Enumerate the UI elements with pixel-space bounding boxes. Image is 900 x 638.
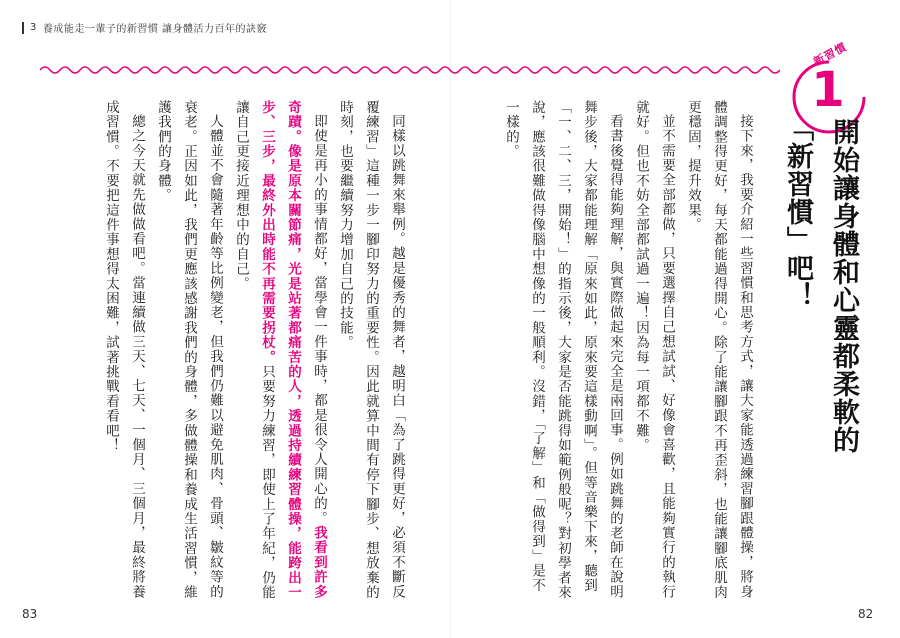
book-title: 養成能走一輩子的新習慣 讓身體活力百年的訣竅 [42,24,268,35]
right-paragraph-2: 並不需要全部都做，只要選擇自己想試試、好像會喜歡，且能夠實行的執行就好。但也不妨全部都試過一遍！因為每一項都不難。 [633,100,675,599]
left-page-body [98,100,410,600]
chapter-number: 3 [30,22,37,33]
decorative-wave-line [40,64,780,76]
page-number-right: 82 [858,607,874,621]
left-paragraph-1: 同樣以跳舞來舉例。越是優秀的舞者，越明白「為了跳得更好，必須不斷反覆練習」這種一步一腳印努力的重要性。因此就算中間有停下腳步、想放棄的時刻，也要繼續努力增加自己的技能。 [337,100,405,600]
left-paragraph-2-end: 只要努力練習，即使上了年紀，仍能讓自己更接近理想中的自己。 [233,100,275,600]
header-bar [22,22,24,34]
right-paragraph-3: 看書後覺得能夠理解，與實際做起來完全是兩回事。例如跳舞的老師在說明舞步後，大家都能理解「原來如此，原來要這樣動啊」。但等音樂下來，聽到「一、二、三，開始！」的指示後，大家是否能跳得如範例般呢？對初學者來說，應該很難做得像腦中想像的一般順利。沒錯，「了解」和「做得到」是不一樣的。 [503,100,623,600]
page-gutter [450,0,451,638]
section-title-line1: 開始讓身體和心靈都柔軟的 [828,118,860,454]
highlighted-text: 我看到許多奇蹟。像是原本關節痛，光是站著都痛苦的人，透過持續練習體操，能跨出一步、三步，最終外出時能不再需要拐杖。 [259,100,327,600]
right-page-body [498,100,758,600]
left-paragraph-4: 總之今天就先做做看吧。當連續做三天、七天、一個月、三個月，最終將養成習慣。不要把這件事想得太困難，試著挑戰看看吧！ [103,100,145,599]
left-paragraph-2 [228,100,332,600]
left-paragraph-2-start: 即使是再小的事情都好，當學會一件事時，都是很令人開心的。 [311,113,327,526]
page-number-left: 83 [22,607,38,621]
badge-number: 1 [811,62,845,118]
right-paragraph-1: 接下來，我要介紹一些習慣和思考方式，讓大家能透過練習腳跟體操，將身體調整得更好，每天都能過得開心。除了能讓腳跟不再歪斜，也能讓腳底肌肉更穩固，提升效果。 [685,100,753,600]
section-title-line2: 「新習慣」吧！ [782,114,814,310]
left-paragraph-3: 人體並不會隨著年齡等比例變老，但我們仍難以避免肌肉、骨頭、皺紋等的衰老。正因如此，我們更應該感謝我們的身體，多做體操和養成生活習慣，維護我們的身體。 [155,100,223,600]
badge-label: 新習慣 [811,40,850,69]
running-header [22,20,267,35]
